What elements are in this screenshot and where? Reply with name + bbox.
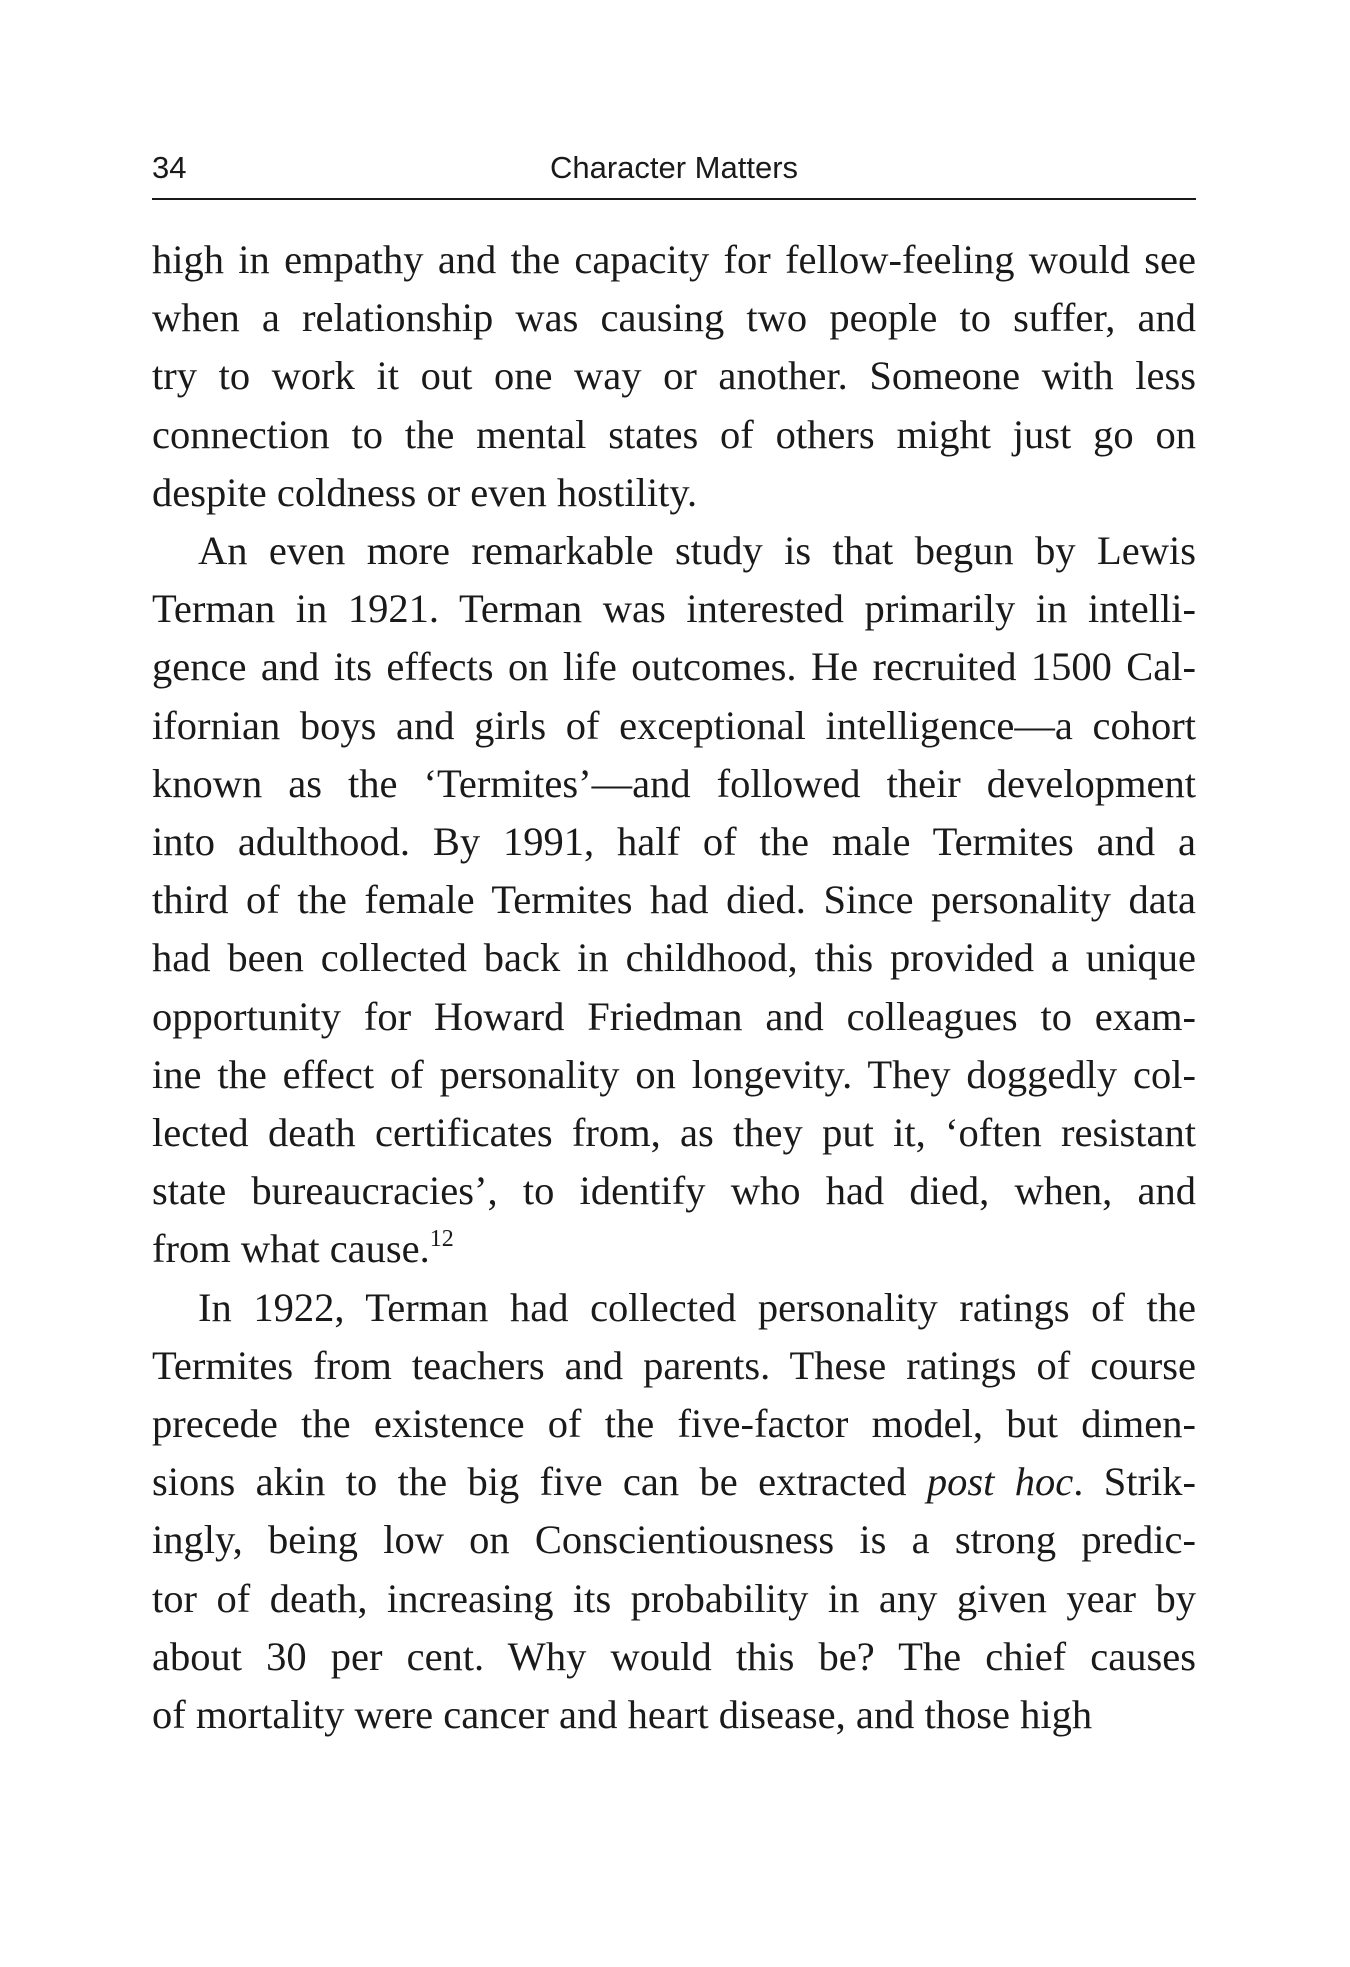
text-line	[152, 347, 1196, 405]
paragraph	[152, 1279, 1196, 1745]
text-line	[152, 289, 1196, 347]
text-line	[152, 755, 1196, 813]
line-text: from what cause.	[152, 1226, 430, 1272]
line-text: ingly, being low on Conscientiousness is a strong predic-	[152, 1517, 1196, 1563]
text-line	[152, 1686, 1196, 1744]
line-text: connection to the mental states of others might just go on	[152, 411, 1196, 457]
line-text: known as the ‘Termites’—and followed their development	[152, 760, 1196, 806]
body-text	[152, 231, 1196, 1744]
text-line	[152, 1279, 1196, 1337]
text-line	[152, 1162, 1196, 1220]
paragraph	[152, 522, 1196, 1279]
text-line	[152, 406, 1196, 464]
text-line	[152, 464, 1196, 522]
line-text: state bureaucracies’, to identify who had died, when, and	[152, 1168, 1196, 1214]
text-line	[152, 1104, 1196, 1162]
text-line	[152, 1046, 1196, 1104]
italic-phrase: post hoc	[926, 1459, 1074, 1505]
line-text: In 1922, Terman had collected personality ratings of the	[198, 1284, 1196, 1330]
line-text: lected death certificates from, as they put it, ‘often resistant	[152, 1110, 1196, 1156]
line-text: precede the existence of the five-factor model, but dimen-	[152, 1401, 1196, 1447]
line-text: tor of death, increasing its probability in any given year by	[152, 1575, 1196, 1621]
running-header	[152, 138, 1196, 200]
line-text: try to work it out one way or another. Someone with less	[152, 353, 1196, 399]
line-text: An even more remarkable study is that begun by Lewis	[198, 528, 1196, 574]
line-text: had been collected back in childhood, this provided a unique	[152, 935, 1196, 981]
line-text: sions akin to the big five can be extracted	[152, 1459, 927, 1505]
text-line	[152, 580, 1196, 638]
line-text: despite coldness or even hostility.	[152, 469, 698, 515]
text-line	[152, 1453, 1196, 1511]
book-page	[152, 138, 1196, 1744]
text-line	[152, 1337, 1196, 1395]
text-line	[152, 1220, 1196, 1278]
text-line	[152, 522, 1196, 580]
line-text-after: . Strik-	[1073, 1459, 1196, 1505]
line-text: when a relationship was causing two people to suffer, and	[152, 295, 1196, 341]
text-line	[152, 929, 1196, 987]
text-line	[152, 697, 1196, 755]
text-line	[152, 813, 1196, 871]
line-text: opportunity for Howard Friedman and colleagues to exam-	[152, 993, 1196, 1039]
line-text: of mortality were cancer and heart disease, and those high	[152, 1692, 1093, 1738]
line-text: third of the female Termites had died. Since personality data	[152, 877, 1196, 923]
text-line	[152, 1628, 1196, 1686]
paragraph	[152, 231, 1196, 522]
text-line	[152, 1395, 1196, 1453]
text-line	[152, 638, 1196, 696]
line-text: Terman in 1921. Terman was interested primarily in intelli-	[152, 586, 1196, 632]
line-text: Termites from teachers and parents. These ratings of course	[152, 1342, 1196, 1388]
line-text: gence and its effects on life outcomes. He recruited 1500 Cal-	[152, 644, 1196, 690]
text-line	[152, 1570, 1196, 1628]
running-title: Character Matters	[549, 150, 799, 185]
line-text: ine the effect of personality on longevity. They doggedly col-	[152, 1051, 1196, 1097]
footnote-reference[interactable]: 12	[429, 1226, 454, 1253]
page-number: 34	[152, 150, 187, 185]
line-text: high in empathy and the capacity for fellow-feeling would see	[152, 237, 1196, 282]
line-text: about 30 per cent. Why would this be? The chief causes	[152, 1633, 1196, 1679]
text-line	[152, 988, 1196, 1046]
line-text: into adulthood. By 1991, half of the male Termites and a	[152, 819, 1196, 865]
text-line	[152, 871, 1196, 929]
text-line	[152, 1511, 1196, 1569]
text-line	[152, 231, 1196, 289]
line-text: ifornian boys and girls of exceptional intelligence—a cohort	[152, 702, 1196, 748]
